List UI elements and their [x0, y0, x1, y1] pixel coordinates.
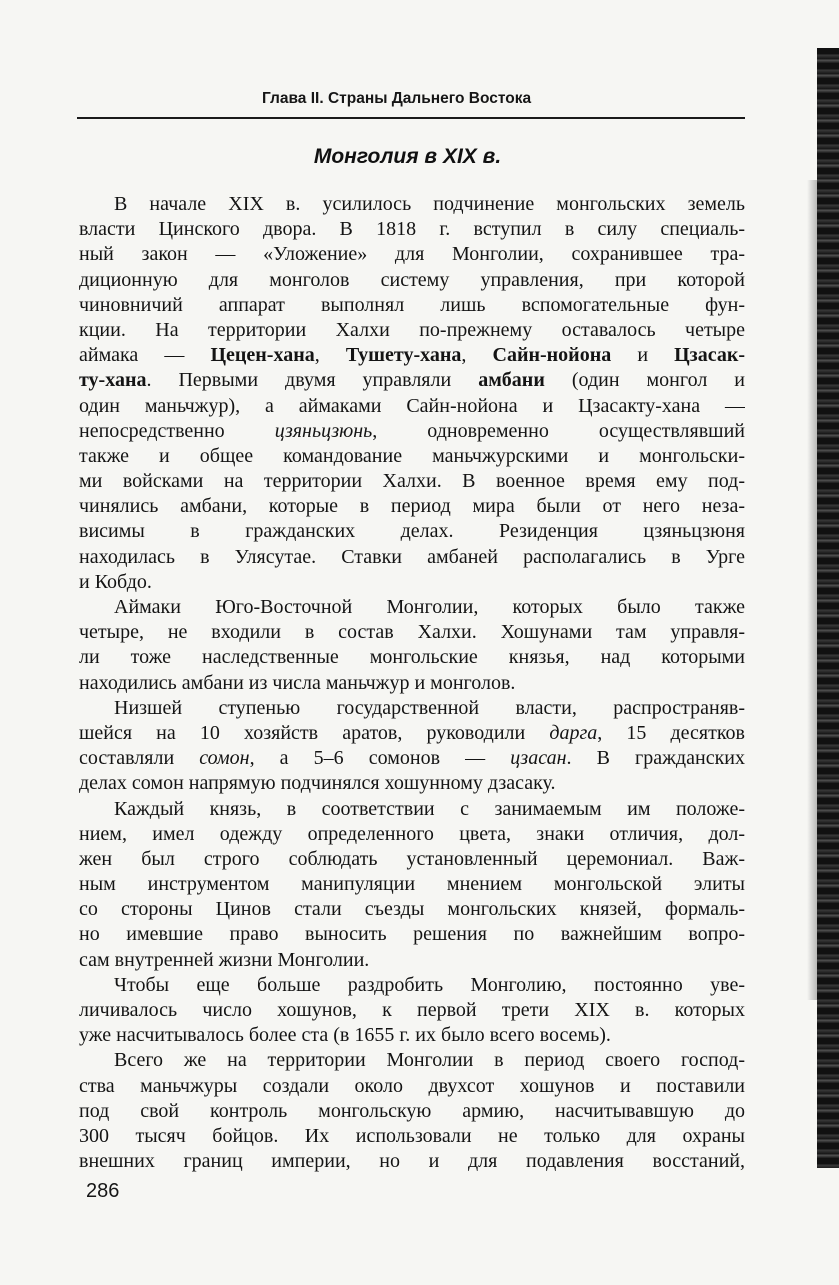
text-line — [79, 570, 745, 595]
text-line — [79, 1099, 745, 1124]
text-line — [79, 394, 745, 419]
text-line — [79, 721, 745, 746]
text-segment: и — [611, 344, 675, 367]
text-line — [79, 343, 745, 368]
text-segment: под свой контроль монгольскую армию, насчитывавшую до — [79, 1099, 745, 1122]
text-line — [79, 1149, 745, 1174]
text-segment: Всего же на территории Монголии в период своего господ- — [114, 1049, 745, 1072]
text-segment: но имевшие право выносить решения по важнейшим вопро- — [79, 923, 745, 946]
text-segment: , — [314, 344, 346, 367]
text-line — [79, 746, 745, 771]
text-segment: , 15 десятков — [597, 721, 745, 744]
text-segment: один маньчжур), а аймаками Сайн-нойона и Цзасакту-хана — — [79, 394, 745, 417]
text-line — [79, 469, 745, 494]
text-segment: В начале XIX в. усилилось подчинение монгольских земель — [114, 193, 745, 215]
text-segment: . Первыми двумя управляли — [146, 369, 479, 392]
text-segment: находилась в Улясутае. Ставки амбаней располагались в Урге — [79, 545, 745, 568]
text-segment: аймака — — [79, 344, 211, 367]
text-line — [79, 897, 745, 922]
text-line — [79, 973, 745, 998]
text-line — [79, 771, 745, 796]
text-segment: Низшей ступенью государственной власти, распространяв- — [114, 696, 745, 719]
text-line — [79, 671, 745, 696]
text-segment: диционную для монголов систему управления, при которой — [79, 268, 745, 291]
text-segment: (один монгол и — [544, 369, 745, 392]
text-segment: Чтобы еще больше раздробить Монголию, постоянно уве- — [114, 973, 745, 996]
text-segment: , а 5–6 сомонов — — [249, 747, 511, 770]
text-segment: чинялись амбани, которые в период мира были от него неза- — [79, 495, 745, 518]
italic-term: цзяньцзюнь — [274, 419, 373, 442]
text-line — [79, 847, 745, 872]
text-segment: ным инструментом манипуляции мнением монгольской элиты — [79, 873, 745, 896]
text-segment: находились амбани из числа маньчжур и монголов. — [79, 671, 516, 694]
text-segment: уже насчитывалось более ста (в 1655 г. их было всего восемь). — [79, 1024, 611, 1047]
text-segment: делах сомон напрямую подчинялся хошунному дзасаку. — [79, 772, 556, 795]
page-edge-shadow — [817, 48, 839, 1168]
bold-term: ту-хана — [79, 369, 147, 392]
text-segment: ми войсками на территории Халхи. В военное время ему под- — [79, 470, 745, 493]
text-segment: чиновничий аппарат выполнял лишь вспомогательные фун- — [79, 293, 745, 316]
text-line — [79, 620, 745, 645]
bold-term: Цзасак- — [674, 344, 745, 367]
text-segment: Каждый князь, в соответствии с занимаемым им положе- — [114, 797, 745, 820]
text-segment: висимы в гражданских делах. Резиденция цзяньцзюня — [79, 520, 745, 543]
text-segment: ный закон — «Уложение» для Монголии, сохранившее тра- — [79, 243, 745, 266]
text-line — [79, 494, 745, 519]
header-rule — [77, 117, 745, 119]
page-edge-fade — [807, 180, 817, 1000]
text-line — [79, 242, 745, 267]
text-line — [79, 444, 745, 469]
text-segment: четыре, не входили в состав Халхи. Хошунами там управля- — [79, 621, 745, 644]
italic-term: сомон — [199, 747, 250, 770]
text-segment: власти Цинского двора. В 1818 г. вступил в силу специаль- — [79, 218, 745, 241]
text-line — [79, 519, 745, 544]
text-segment: нием, имел одежду определенного цвета, знаки отличия, дол- — [79, 822, 745, 845]
text-segment: кции. На территории Халхи по-прежнему оставалось четыре — [79, 318, 745, 341]
text-segment: жен был строго соблюдать установленный церемониал. Важ- — [79, 847, 745, 870]
italic-term: дарга — [549, 721, 598, 744]
body-text — [79, 192, 745, 1174]
text-segment: непосредственно — [79, 419, 275, 442]
text-line — [79, 797, 745, 822]
text-segment: со стороны Цинов стали съезды монгольских князей, формаль- — [79, 898, 745, 921]
bold-term: Сайн-нойона — [492, 344, 612, 367]
text-segment: составляли — [79, 747, 200, 770]
text-segment: . В гражданских — [566, 747, 745, 770]
text-line — [79, 696, 745, 721]
text-segment: личивалось число хошунов, к первой трети XIX в. которых — [79, 999, 745, 1021]
page-number: 286 — [86, 1180, 120, 1202]
text-line — [79, 1124, 745, 1149]
text-segment: шейся на 10 хозяйств аратов, руководили — [79, 721, 550, 744]
running-head: Глава II. Страны Дальнего Востока — [262, 90, 532, 107]
text-line — [79, 922, 745, 947]
text-line — [79, 217, 745, 242]
text-line — [79, 268, 745, 293]
text-segment: сам внутренней жизни Монголии. — [79, 948, 370, 971]
text-line — [79, 1074, 745, 1099]
text-line — [79, 419, 745, 444]
text-line — [79, 1048, 745, 1073]
text-segment: ли тоже наследственные монгольские князья, над которыми — [79, 646, 745, 669]
bold-term: амбани — [478, 369, 545, 392]
text-line — [79, 192, 745, 217]
text-segment: также и общее командование маньчжурскими и монгольски- — [79, 444, 745, 467]
text-line — [79, 545, 745, 570]
text-segment: и Кобдо. — [79, 570, 152, 593]
text-line — [79, 595, 745, 620]
text-segment: , — [461, 344, 493, 367]
text-segment: Аймаки Юго-Восточной Монголии, которых было также — [114, 596, 745, 618]
text-line — [79, 998, 745, 1023]
text-segment: , одновременно осуществлявший — [372, 419, 745, 442]
text-line — [79, 645, 745, 670]
text-line — [79, 293, 745, 318]
bold-term: Цецен-хана — [210, 344, 315, 367]
text-segment: ства маньчжуры создали около двухсот хошунов и поставили — [79, 1074, 745, 1097]
text-line — [79, 948, 745, 973]
text-segment: внешних границ империи, но и для подавления восстаний, — [79, 1150, 745, 1173]
text-line — [79, 318, 745, 343]
bold-term: Тушету-хана — [345, 344, 462, 367]
text-line — [79, 368, 745, 393]
text-line — [79, 822, 745, 847]
text-segment: 300 тысяч бойцов. Их использовали не только для охраны — [79, 1124, 745, 1147]
text-line — [79, 1023, 745, 1048]
section-title: Монголия в XIX в. — [313, 145, 502, 168]
text-line — [79, 872, 745, 897]
italic-term: цзасан — [510, 747, 567, 770]
